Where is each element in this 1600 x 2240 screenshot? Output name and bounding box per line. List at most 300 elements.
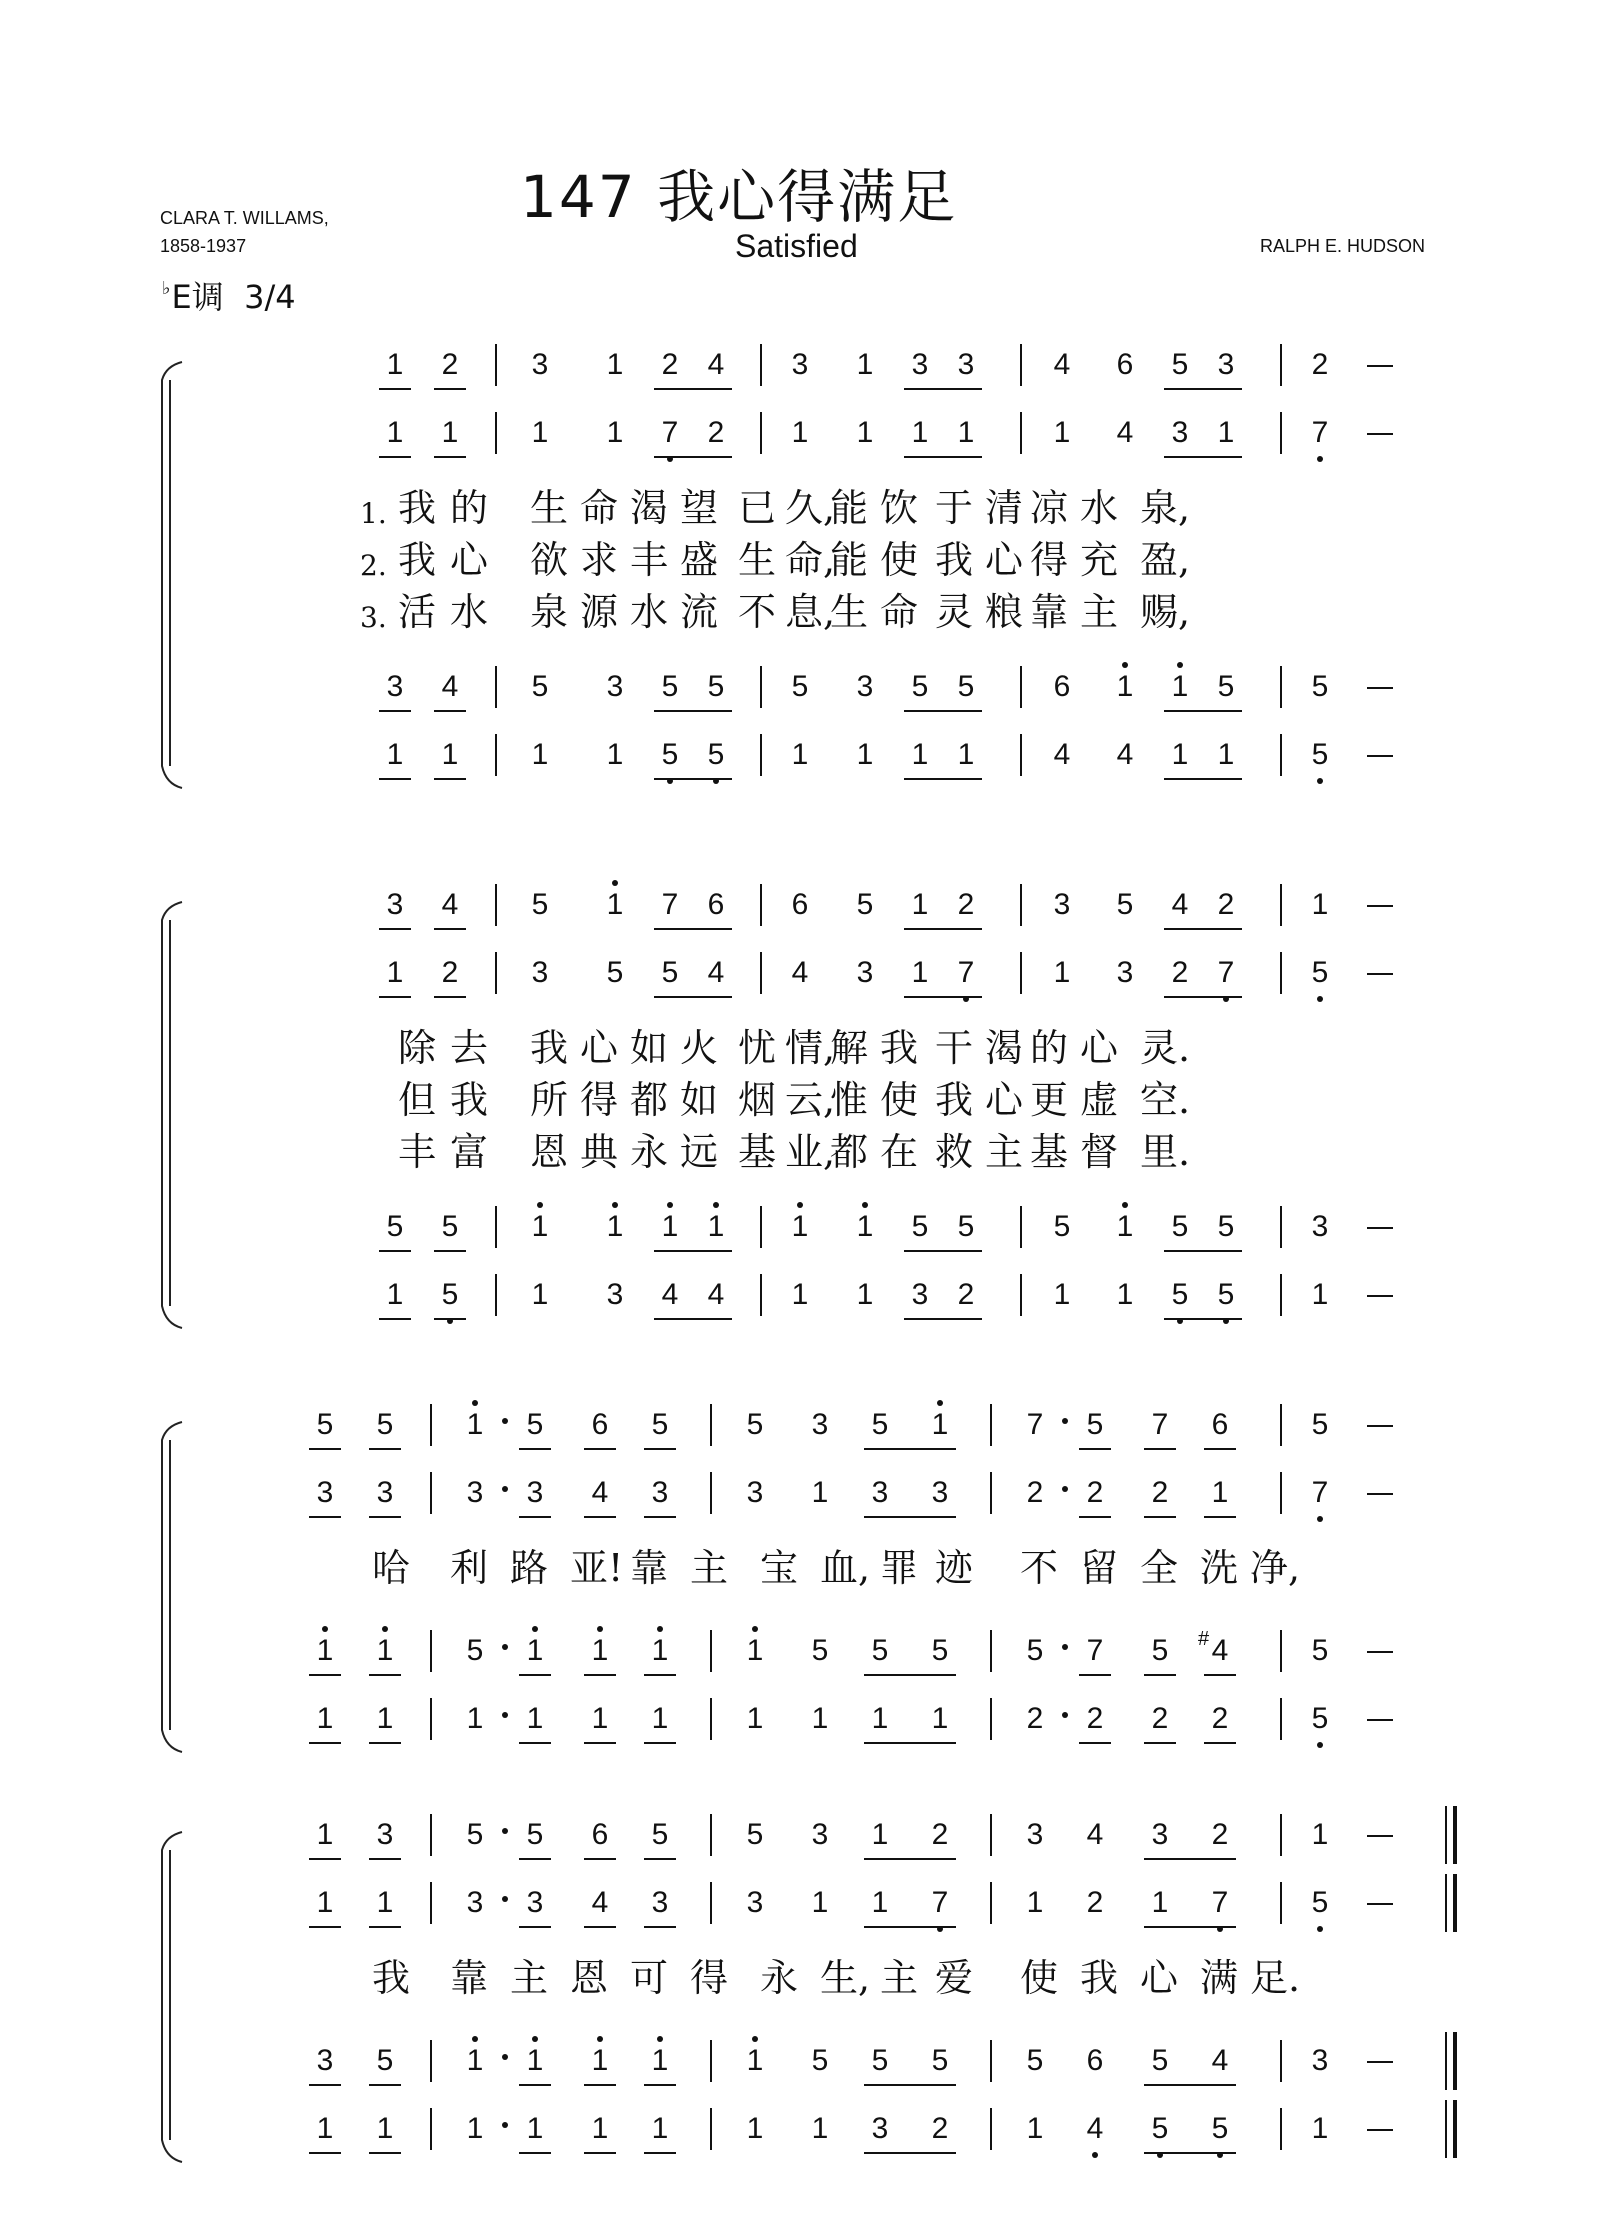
voice-row	[0, 730, 1600, 782]
note: 5	[1306, 956, 1334, 990]
octave-up-dot	[713, 1202, 719, 1208]
lyric-syllable: 于	[935, 486, 974, 530]
system-bracket	[152, 360, 192, 790]
final-barline-thin	[1445, 2100, 1447, 2158]
beam-underline	[644, 1674, 676, 1676]
beam-underline	[584, 2152, 616, 2154]
note: 5	[931, 2044, 949, 2077]
barline	[760, 344, 762, 386]
lyric-syllable: 在	[880, 1130, 919, 1174]
lyric-syllable: 饮	[880, 486, 919, 530]
note: 7	[1026, 1408, 1044, 1441]
note: 1	[911, 416, 929, 449]
lyric-syllable: 哈	[372, 1546, 411, 1590]
lyric-syllable: 里.	[1140, 1130, 1191, 1174]
beam-underline	[904, 456, 982, 458]
beam-underline	[584, 1448, 616, 1450]
barline	[495, 344, 497, 386]
lyric-syllable: 清	[985, 486, 1024, 530]
note: 2	[1171, 956, 1189, 989]
barline	[990, 2108, 992, 2150]
flat-sign: ♭	[162, 278, 171, 299]
octave-up-dot	[612, 1202, 618, 1208]
lyric-syllable: 丰	[630, 538, 669, 582]
note: 1	[1026, 1886, 1044, 1919]
note: 1	[871, 1818, 889, 1851]
lyric-syllable: 丰	[398, 1130, 437, 1174]
octave-up-dot	[322, 1626, 328, 1632]
lyric-syllable: 救	[935, 1130, 974, 1174]
note: 5	[1171, 1210, 1189, 1243]
lyric-syllable: 求	[580, 538, 619, 582]
note: 5	[911, 1210, 929, 1243]
barline	[1280, 1206, 1282, 1248]
lyric-syllable: 泉,	[1140, 486, 1191, 530]
note: 1	[311, 1634, 339, 1668]
note: 1	[586, 1634, 614, 1668]
octave-down-dot	[1092, 2152, 1098, 2158]
barline	[1020, 666, 1022, 708]
note: 3	[791, 348, 809, 381]
beam-underline	[519, 1448, 551, 1450]
note: 1	[856, 1278, 874, 1311]
note: 5	[871, 2044, 889, 2077]
note: 5	[1116, 888, 1134, 921]
note: 5	[1086, 1408, 1104, 1441]
voice-row	[0, 1810, 1600, 1862]
lyric-syllable: 远	[680, 1130, 719, 1174]
hold-dash	[1367, 1651, 1393, 1653]
augmentation-dot	[502, 1644, 508, 1650]
lyric-syllable: 泉	[530, 590, 569, 634]
note: 1	[856, 348, 874, 381]
augmentation-dot	[502, 1896, 508, 1902]
note: 1	[531, 416, 549, 449]
lyric-line	[0, 1546, 1600, 1596]
note: 5	[702, 738, 730, 772]
beam-underline	[1204, 1742, 1236, 1744]
note: 5	[931, 1634, 949, 1667]
lyric-syllable: 情,	[785, 1026, 836, 1070]
note: 1	[786, 1210, 814, 1244]
hold-dash	[1367, 687, 1393, 689]
note: 5	[526, 1408, 544, 1441]
barline	[760, 952, 762, 994]
note: 3	[606, 1278, 624, 1311]
note: 3	[651, 1476, 669, 1509]
lyric-syllable: 源	[580, 590, 619, 634]
beam-underline	[584, 1926, 616, 1928]
note: 1	[441, 738, 459, 771]
lyric-syllable: 水	[1080, 486, 1119, 530]
beam-underline	[644, 1926, 676, 1928]
lyric-syllable: 命	[880, 590, 919, 634]
octave-up-dot	[657, 2036, 663, 2042]
note: 5	[606, 956, 624, 989]
beam-underline	[644, 1858, 676, 1860]
augmentation-dot	[502, 2054, 508, 2060]
final-barline-thin	[1445, 1806, 1447, 1864]
note: 5	[1212, 1278, 1240, 1312]
lyric-syllable: 基	[1030, 1130, 1069, 1174]
lyric-syllable: 已	[738, 486, 777, 530]
beam-underline	[379, 778, 411, 780]
note: 1	[591, 2112, 609, 2145]
lyric-syllable: 生	[830, 590, 869, 634]
lyric-syllable: 留	[1080, 1546, 1119, 1590]
note: 5	[661, 956, 679, 989]
note: 4	[1053, 348, 1071, 381]
beam-underline	[1164, 456, 1242, 458]
lyric-syllable: 心	[450, 538, 489, 582]
note: 1	[521, 1634, 549, 1668]
note: 2	[957, 888, 975, 921]
lyric-syllable: 洗	[1200, 1546, 1239, 1590]
beam-underline	[654, 996, 732, 998]
lyric-syllable: 不	[738, 590, 777, 634]
note: 1	[606, 348, 624, 381]
note: 5	[531, 670, 549, 703]
barline	[710, 2108, 712, 2150]
beam-underline	[434, 710, 466, 712]
note: 3	[931, 1476, 949, 1509]
barline	[1280, 344, 1282, 386]
lyric-syllable: 主	[510, 1956, 549, 2000]
note: 3	[1026, 1818, 1044, 1851]
beam-underline	[434, 1318, 466, 1320]
lyric-syllable: 除	[398, 1026, 437, 1070]
voice-row	[0, 2104, 1600, 2156]
lyric-syllable: 心	[1140, 1956, 1179, 2000]
beam-underline	[379, 1250, 411, 1252]
lyric-syllable: 得	[580, 1078, 619, 1122]
beam-underline	[904, 710, 982, 712]
note: 1	[1053, 1278, 1071, 1311]
beam-underline	[519, 1926, 551, 1928]
beam-underline	[864, 2152, 956, 2154]
beam-underline	[379, 1318, 411, 1320]
lyric-syllable: 流	[680, 590, 719, 634]
beam-underline	[434, 388, 466, 390]
lyric-syllable: 息,	[785, 590, 836, 634]
note: 5	[1206, 2112, 1234, 2146]
augmentation-dot	[502, 2122, 508, 2128]
lyric-syllable: 心	[985, 1078, 1024, 1122]
lyric-syllable: 宝	[760, 1546, 799, 1590]
note: 1	[871, 1702, 889, 1735]
note: 3	[911, 348, 929, 381]
octave-up-dot	[597, 2036, 603, 2042]
lyric-syllable: 血,	[820, 1546, 871, 1590]
note: 3	[606, 670, 624, 703]
note: 3	[1311, 2044, 1329, 2077]
note: 4	[1116, 738, 1134, 771]
note: 1	[606, 738, 624, 771]
barline	[760, 884, 762, 926]
note: 3	[871, 1476, 889, 1509]
beam-underline	[1164, 388, 1242, 390]
barline	[990, 2040, 992, 2082]
note: 1	[811, 2112, 829, 2145]
note: 1	[591, 1702, 609, 1735]
barline	[760, 1206, 762, 1248]
note: 1	[1111, 670, 1139, 704]
octave-up-dot	[1122, 662, 1128, 668]
augmentation-dot	[502, 1418, 508, 1424]
barline	[760, 734, 762, 776]
note: 1	[957, 738, 975, 771]
note: 3	[746, 1886, 764, 1919]
lyric-syllable: 更	[1030, 1078, 1069, 1122]
lyric-syllable: 活	[398, 590, 437, 634]
beam-underline	[1144, 1858, 1236, 1860]
note: 7	[926, 1886, 954, 1920]
note: 4	[1081, 2112, 1109, 2146]
lyric-syllable: 得	[690, 1956, 729, 2000]
note: 1	[461, 2044, 489, 2078]
note: 5	[1306, 738, 1334, 772]
note: 2	[1086, 1702, 1104, 1735]
beam-underline	[309, 1858, 341, 1860]
barline	[990, 1698, 992, 1740]
note: 3	[376, 1818, 394, 1851]
lyric-syllable: 火	[680, 1026, 719, 1070]
note: 3	[531, 348, 549, 381]
lyric-syllable: 能	[830, 538, 869, 582]
note: 1	[466, 1702, 484, 1735]
barline	[1280, 1882, 1282, 1924]
beam-underline	[1164, 1318, 1242, 1320]
lyric-syllable: 迹	[935, 1546, 974, 1590]
note: 1	[1053, 956, 1071, 989]
beam-underline	[1204, 1516, 1236, 1518]
note: 1	[1311, 2112, 1329, 2145]
lyric-syllable: 我	[450, 1078, 489, 1122]
lyric-syllable: 靠	[450, 1956, 489, 2000]
lyric-syllable: 亚!	[570, 1546, 624, 1590]
barline	[1020, 1274, 1022, 1316]
note: 1	[601, 888, 629, 922]
note: 2	[1026, 1702, 1044, 1735]
beam-underline	[1144, 1742, 1176, 1744]
beam-underline	[864, 1674, 956, 1676]
note: 5	[316, 1408, 334, 1441]
note: 6	[1211, 1408, 1229, 1441]
note: 5	[871, 1408, 889, 1441]
beam-underline	[369, 1448, 401, 1450]
beam-underline	[644, 2084, 676, 2086]
lyric-syllable: 如	[680, 1078, 719, 1122]
note: 3	[1151, 1818, 1169, 1851]
barline	[710, 1698, 712, 1740]
beam-underline	[309, 1926, 341, 1928]
note: 5	[661, 670, 679, 703]
barline	[430, 2040, 432, 2082]
note: 1	[1116, 1278, 1134, 1311]
verse-number: 1.	[360, 497, 387, 530]
note: 3	[957, 348, 975, 381]
lyric-syllable: 望	[680, 486, 719, 530]
barline	[1280, 1472, 1282, 1514]
lyric-syllable: 净,	[1250, 1546, 1301, 1590]
lyric-syllable: 解	[830, 1026, 869, 1070]
lyric-syllable: 的	[1030, 1026, 1069, 1070]
lyric-syllable: 盛	[680, 538, 719, 582]
barline	[1280, 1274, 1282, 1316]
final-barline-thin	[1445, 1874, 1447, 1932]
note: 5	[1151, 2044, 1169, 2077]
barline	[495, 952, 497, 994]
beam-underline	[654, 928, 732, 930]
note: 4	[707, 348, 725, 381]
lyric-syllable: 但	[398, 1078, 437, 1122]
note: 1	[386, 956, 404, 989]
lyric-syllable: 全	[1140, 1546, 1179, 1590]
voice-row	[0, 1270, 1600, 1322]
octave-up-dot	[472, 2036, 478, 2042]
lyric-syllable: 路	[510, 1546, 549, 1590]
hold-dash	[1367, 1903, 1393, 1905]
note: 4	[707, 1278, 725, 1311]
beam-underline	[369, 1674, 401, 1676]
lyric-syllable: 我	[398, 538, 437, 582]
beam-underline	[434, 1250, 466, 1252]
note: 5	[1306, 1886, 1334, 1920]
note: 1	[371, 1634, 399, 1668]
note: 3	[1217, 348, 1235, 381]
note: 1	[646, 1634, 674, 1668]
beam-underline	[369, 2084, 401, 2086]
note: 7	[656, 416, 684, 450]
beam-underline	[309, 2152, 341, 2154]
lyric-syllable: 生,	[820, 1956, 871, 2000]
lyric-syllable: 恩	[570, 1956, 609, 2000]
note: 6	[591, 1408, 609, 1441]
beam-underline	[864, 1858, 956, 1860]
hold-dash	[1367, 905, 1393, 907]
note: 5	[811, 1634, 829, 1667]
note: 4	[1211, 2044, 1229, 2077]
beam-underline	[379, 388, 411, 390]
note: 5	[656, 738, 684, 772]
note: 3	[871, 2112, 889, 2145]
lyric-line	[0, 1026, 1600, 1076]
beam-underline	[644, 1516, 676, 1518]
note: 1	[316, 1702, 334, 1735]
lyric-syllable: 靠	[1030, 590, 1069, 634]
beam-underline	[519, 2152, 551, 2154]
note: 1	[586, 2044, 614, 2078]
note: 1	[1217, 416, 1235, 449]
system-bracket	[152, 1830, 192, 2164]
barline	[430, 1814, 432, 1856]
beam-underline	[519, 1516, 551, 1518]
beam-underline	[1164, 710, 1242, 712]
note: 1	[376, 2112, 394, 2145]
note: 7	[1151, 1408, 1169, 1441]
octave-up-dot	[667, 1202, 673, 1208]
note: 3	[1171, 416, 1189, 449]
note: 5	[1026, 2044, 1044, 2077]
final-barline-thick	[1453, 2100, 1457, 2158]
note: 1	[526, 2112, 544, 2145]
beam-underline	[584, 1674, 616, 1676]
note: 1	[386, 1278, 404, 1311]
note: 5	[1306, 1702, 1334, 1736]
note: 1	[1151, 1886, 1169, 1919]
barline	[430, 1404, 432, 1446]
lyric-syllable: 爱	[935, 1956, 974, 2000]
barline	[495, 412, 497, 454]
lyric-syllable: 我	[935, 538, 974, 582]
beam-underline	[1164, 996, 1242, 998]
beam-underline	[1079, 1448, 1111, 1450]
note: 5	[1217, 670, 1235, 703]
lyric-syllable: 如	[630, 1026, 669, 1070]
note: 7	[1206, 1886, 1234, 1920]
beam-underline	[1144, 1516, 1176, 1518]
lyric-syllable: 永	[630, 1130, 669, 1174]
final-barline-thick	[1453, 1806, 1457, 1864]
key-label: E调	[171, 278, 224, 316]
hold-dash	[1367, 1227, 1393, 1229]
note: 1	[1311, 1278, 1329, 1311]
note: 5	[791, 670, 809, 703]
beam-underline	[904, 996, 982, 998]
note: 5	[871, 1634, 889, 1667]
note: 5	[746, 1818, 764, 1851]
voice-row	[0, 2036, 1600, 2088]
beam-underline	[434, 996, 466, 998]
lyric-syllable: 盈,	[1140, 538, 1191, 582]
note: 5	[376, 1408, 394, 1441]
octave-down-dot	[1317, 1926, 1323, 1932]
note: 3	[386, 670, 404, 703]
beam-underline	[654, 1318, 732, 1320]
octave-up-dot	[382, 1626, 388, 1632]
barline	[1280, 666, 1282, 708]
beam-underline	[654, 1250, 732, 1252]
note: 6	[591, 1818, 609, 1851]
beam-underline	[904, 1250, 982, 1252]
note: 1	[651, 1702, 669, 1735]
note: 5	[746, 1408, 764, 1441]
note: 1	[1311, 1818, 1329, 1851]
beam-underline	[309, 1742, 341, 1744]
note: 4	[707, 956, 725, 989]
barline	[430, 1630, 432, 1672]
barline	[430, 1698, 432, 1740]
note: 6	[707, 888, 725, 921]
note: 2	[1086, 1886, 1104, 1919]
note: 1	[911, 738, 929, 771]
note: 1	[466, 2112, 484, 2145]
lyric-line	[0, 1078, 1600, 1128]
note: 5	[651, 1818, 669, 1851]
hold-dash	[1367, 433, 1393, 435]
barline	[1020, 734, 1022, 776]
note: 5	[651, 1408, 669, 1441]
hold-dash	[1367, 2129, 1393, 2131]
note: 7	[661, 888, 679, 921]
note: 1	[606, 416, 624, 449]
note: 5	[386, 1210, 404, 1243]
octave-up-dot	[1122, 1202, 1128, 1208]
beam-underline	[309, 1516, 341, 1518]
beam-underline	[369, 1926, 401, 1928]
note: 4	[441, 888, 459, 921]
note: 2	[1217, 888, 1235, 921]
